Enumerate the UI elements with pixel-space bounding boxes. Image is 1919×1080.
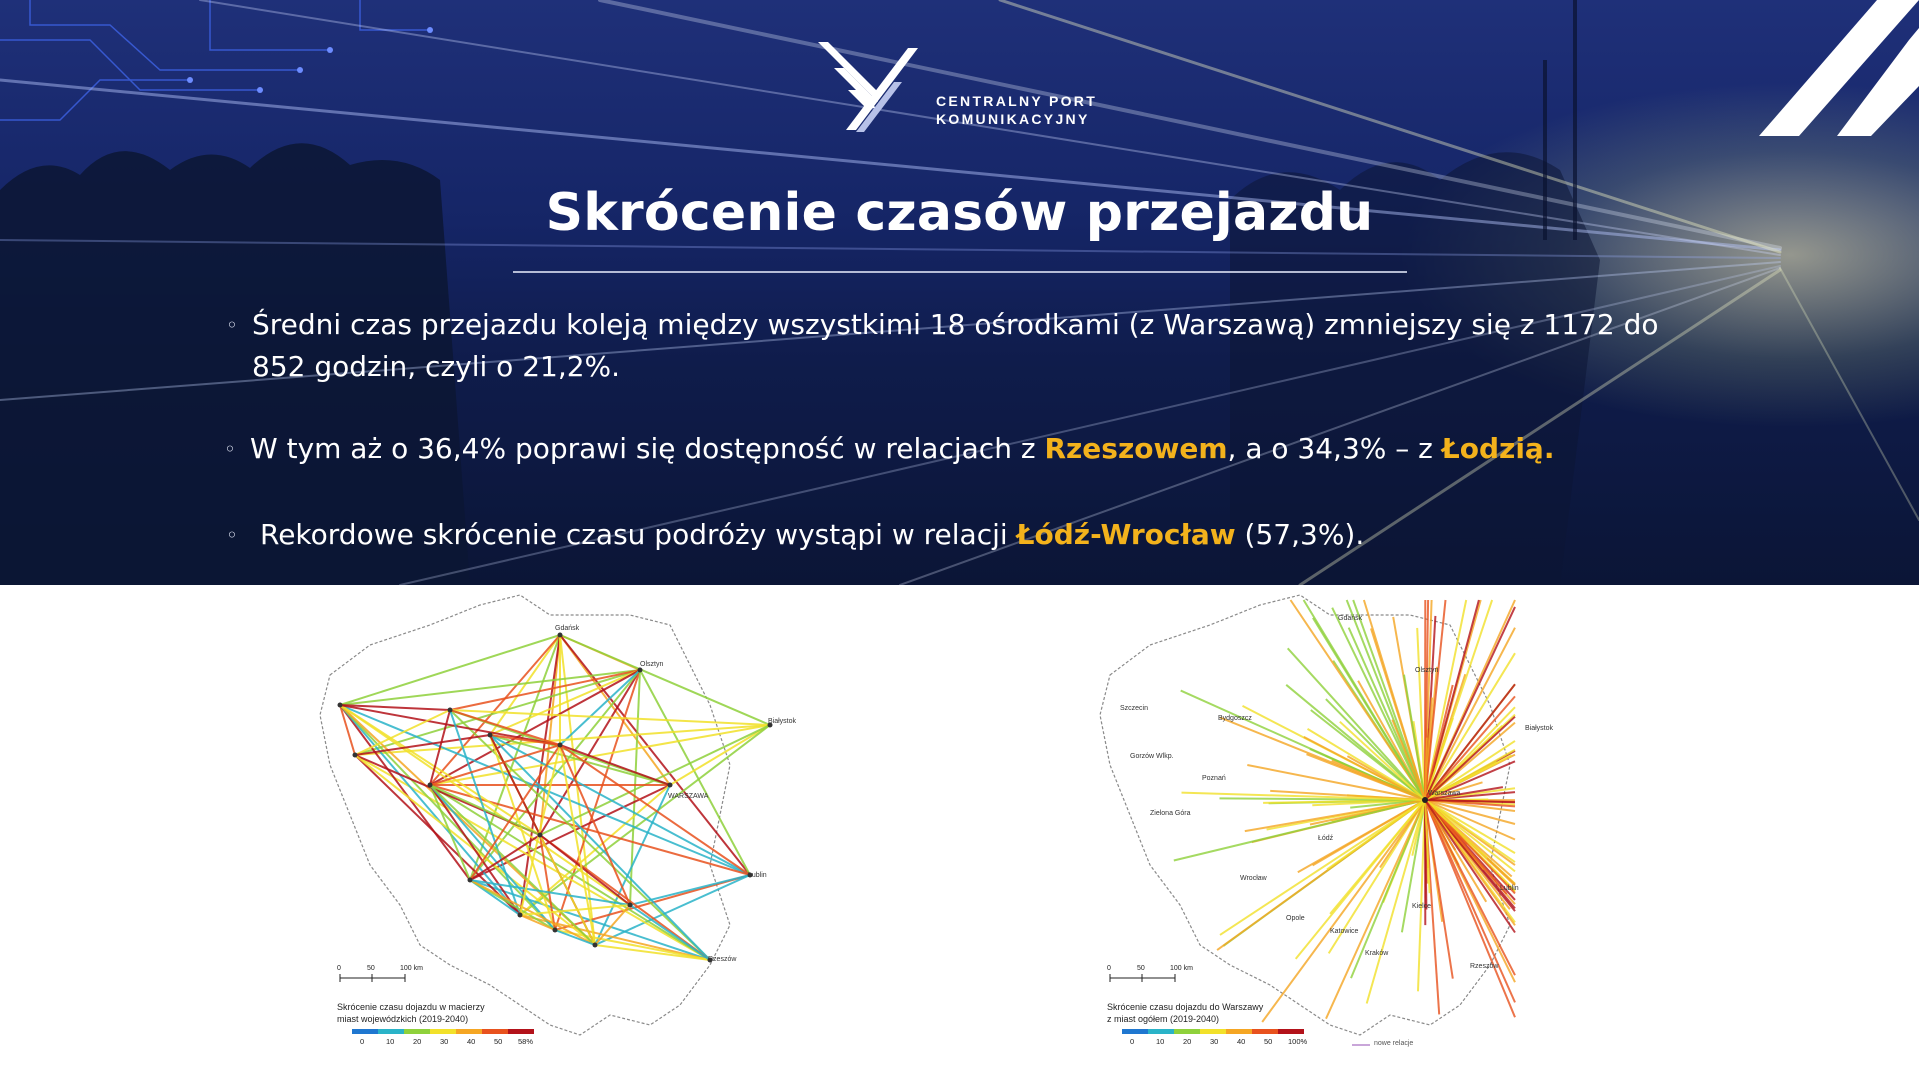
bullet-marker: ◦	[226, 313, 238, 337]
city-node	[593, 943, 598, 948]
bullet-text: Średni czas przejazdu koleją między wszystkimi 18 ośrodkami (z Warszawą) zmniejszy się z 1172 do 852 godzin, czyli o 21,2%.	[252, 308, 1659, 383]
city-poznan: Poznań	[1202, 775, 1226, 782]
legend-tick: 30	[440, 1037, 449, 1046]
city-rzeszow: Rzeszów	[1470, 963, 1499, 970]
legend-tick: 58%	[518, 1037, 534, 1046]
city-krakow: Kraków	[1365, 950, 1389, 957]
city-node	[518, 913, 523, 918]
legend-swatch	[1122, 1029, 1148, 1034]
city-bialystok: Białystok	[1525, 725, 1554, 732]
legend-swatch	[1278, 1029, 1304, 1034]
bullet-marker: ◦	[224, 437, 236, 461]
city-warszawa: WARSZAWA	[668, 793, 709, 800]
logo-text-line1: CENTRALNY PORT	[936, 93, 1098, 109]
legend-tick: 50	[1264, 1037, 1273, 1046]
legend-tick: 40	[1237, 1037, 1246, 1046]
city-wroclaw: Wrocław	[1240, 875, 1267, 882]
city-bydgoszcz: Bydgoszcz	[1218, 715, 1252, 722]
legend-swatch	[1200, 1029, 1226, 1034]
city-kielce: Kielce	[1412, 903, 1432, 910]
poland-outline	[320, 595, 730, 1035]
cpk-logo	[812, 38, 1112, 148]
city-lublin: Lublin	[1500, 885, 1519, 892]
city-gorzow: Gorzów Wlkp.	[1130, 753, 1174, 760]
legend-swatch	[1252, 1029, 1278, 1034]
map-warsaw-access	[1090, 585, 1610, 1065]
city-node	[353, 753, 358, 758]
city-node	[488, 733, 493, 738]
legend-swatch	[508, 1029, 534, 1034]
legend-swatch	[1174, 1029, 1200, 1034]
city-olsztyn: Olsztyn	[640, 661, 664, 668]
title-divider	[513, 271, 1407, 273]
city-opole: Opole	[1286, 915, 1305, 922]
legend-tick: 0	[360, 1037, 365, 1046]
scale-label-0: 0	[1107, 965, 1111, 972]
legend-tick: 20	[413, 1037, 422, 1046]
highlight-lodz-wroclaw: Łódź-Wrocław	[1016, 518, 1236, 551]
city-szczecin: Szczecin	[1120, 705, 1149, 712]
legend-swatch	[482, 1029, 508, 1034]
logo-text-line2: KOMUNIKACYJNY	[936, 111, 1090, 127]
map-left-caption-1: Skrócenie czasu dojazdu w macierzy	[337, 1002, 485, 1012]
bullet-text: W tym aż o 36,4% poprawi się dostępność w relacjach z	[250, 432, 1045, 465]
city-node	[538, 833, 543, 838]
city-olsztyn: Olsztyn	[1415, 667, 1439, 674]
legend-tick: 10	[386, 1037, 395, 1046]
poland-map-left	[310, 585, 830, 1065]
bullet-record-reduction	[226, 514, 1720, 556]
city-node	[338, 703, 343, 708]
legend-swatch	[404, 1029, 430, 1034]
highlight-rzeszow: Rzeszowem	[1044, 432, 1228, 465]
map-regional-capitals-matrix	[310, 585, 830, 1065]
bullet-text: (57,3%).	[1235, 518, 1365, 551]
corner-stripes-decoration	[1759, 0, 1919, 140]
city-node	[553, 928, 558, 933]
legend-tick: 40	[467, 1037, 476, 1046]
poland-map-right	[1090, 585, 1610, 1065]
bullet-accessibility	[224, 428, 1720, 470]
city-node	[558, 633, 563, 638]
map-left-caption-2: miast wojewódzkich (2019-2040)	[337, 1014, 469, 1024]
legend-tick: 50	[494, 1037, 503, 1046]
city-rzeszow: Rzeszów	[708, 956, 737, 963]
legend-swatch	[1148, 1029, 1174, 1034]
legend-tick: 10	[1156, 1037, 1165, 1046]
scale-label-100: 100 km	[1170, 965, 1193, 972]
legend-tick: 0	[1130, 1037, 1135, 1046]
city-node	[628, 903, 633, 908]
legend-swatch	[352, 1029, 378, 1034]
legend-tick: 100%	[1288, 1037, 1308, 1046]
legend-swatch	[430, 1029, 456, 1034]
scale-label-50: 50	[1137, 965, 1145, 972]
legend-swatch	[378, 1029, 404, 1034]
city-node	[428, 783, 433, 788]
legend-new-relations: nowe relacje	[1374, 1040, 1414, 1047]
map-right-caption-1: Skrócenie czasu dojazdu do Warszawy	[1107, 1002, 1264, 1012]
highlight-lodz: Łodzią.	[1441, 432, 1555, 465]
bullet-text: , a o 34,3% – z	[1227, 432, 1442, 465]
city-gdansk: Gdańsk	[555, 625, 580, 632]
city-warszawa: Warszawa	[1428, 790, 1461, 797]
city-node	[638, 668, 643, 673]
legend-swatch	[456, 1029, 482, 1034]
city-node	[668, 783, 673, 788]
scale-label-0: 0	[337, 965, 341, 972]
city-gdansk: Gdańsk	[1338, 615, 1363, 622]
city-bialystok: Białystok	[768, 718, 797, 725]
bullet-marker: ◦	[226, 523, 238, 547]
legend-tick: 20	[1183, 1037, 1192, 1046]
city-lodz: Łódź	[1318, 835, 1334, 842]
bullet-travel-time	[226, 304, 1712, 388]
bullet-text: Rekordowe skrócenie czasu podróży wystąpi w relacji	[260, 518, 1017, 551]
scale-label-50: 50	[367, 965, 375, 972]
warsaw-hub	[1422, 797, 1428, 803]
map-right-caption-2: z miast ogółem (2019-2040)	[1107, 1014, 1220, 1024]
cpk-logo-mark	[812, 38, 932, 148]
city-node	[448, 708, 453, 713]
city-katowice: Katowice	[1330, 928, 1359, 935]
legend-tick: 30	[1210, 1037, 1219, 1046]
city-node	[468, 878, 473, 883]
city-node	[558, 743, 563, 748]
scale-label-100: 100 km	[400, 965, 423, 972]
legend-swatch	[1226, 1029, 1252, 1034]
city-lublin: Lublin	[748, 872, 767, 879]
city-zielona: Zielona Góra	[1150, 810, 1191, 817]
page-title: Skrócenie czasów przejazdu	[545, 183, 1374, 243]
